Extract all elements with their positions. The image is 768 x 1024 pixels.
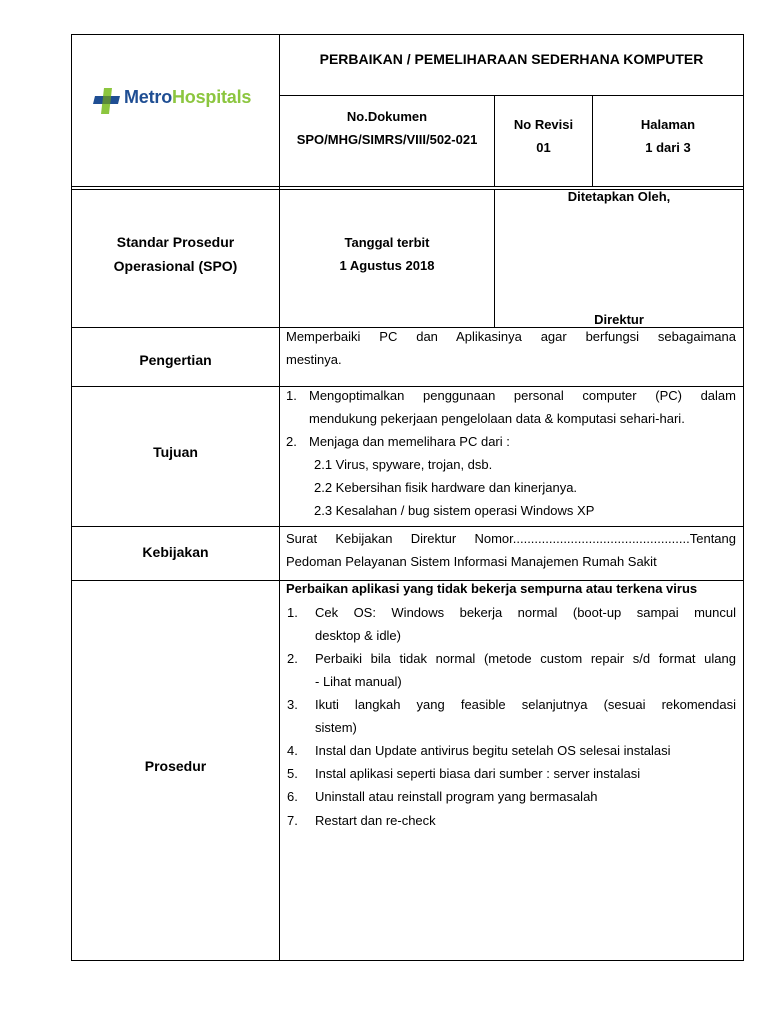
- border-right: [743, 34, 744, 961]
- tujuan-item2-number: 2.: [286, 434, 297, 449]
- prosedur-step3-line1: Ikuti langkah yang feasible selanjutnya (sesuai rekomendasi: [315, 697, 736, 712]
- prosedur-step2-line1: Perbaiki bila tidak normal (metode custom repair s/d format ulang: [315, 651, 736, 666]
- logo-text-metro: Metro: [124, 87, 172, 107]
- tujuan-item2: Menjaga dan memelihara PC dari :: [309, 434, 510, 449]
- kebijakan-line1: Surat Kebijakan Direktur Nomor.................................................Tentang: [286, 531, 736, 546]
- pengertian-line2: mestinya.: [286, 352, 342, 367]
- border-bottom: [71, 960, 744, 961]
- spo-label-line1: Standar Prosedur: [116, 234, 235, 250]
- kebijakan-line2: Pedoman Pelayanan Sistem Informasi Manajemen Rumah Sakit: [286, 554, 657, 569]
- issue-date-value: 1 Agustus 2018: [339, 258, 435, 273]
- prosedur-step7: Restart dan re-check: [315, 813, 436, 828]
- tujuan-sub3: 2.3 Kesalahan / bug sistem operasi Windows XP: [314, 503, 595, 518]
- metro-hospitals-logo: [92, 86, 267, 116]
- pengertian-label: Pengertian: [139, 352, 212, 368]
- approver-title: Direktur: [594, 312, 644, 327]
- border-top: [71, 34, 744, 35]
- prosedur-step3-line2: sistem): [315, 720, 357, 735]
- pengertian-line1: Memperbaiki PC dan Aplikasinya agar berfungsi sebagaimana: [286, 329, 736, 344]
- issue-date-label: Tanggal terbit: [344, 235, 430, 250]
- prosedur-step5: Instal aplikasi seperti biasa dari sumber : server instalasi: [315, 766, 641, 781]
- prosedur-step3-number: 3.: [287, 697, 298, 712]
- prosedur-step4-number: 4.: [287, 743, 298, 758]
- spo-label-line2: Operasional (SPO): [113, 258, 238, 274]
- revision-label: No Revisi: [513, 117, 574, 132]
- document-title: PERBAIKAN / PEMELIHARAAN SEDERHANA KOMPUTER: [319, 51, 704, 67]
- revision-value: 01: [536, 140, 551, 155]
- tujuan-sub1: 2.1 Virus, spyware, trojan, dsb.: [314, 457, 493, 472]
- tujuan-item1-line1: Mengoptimalkan penggunaan personal computer (PC) dalam: [309, 388, 736, 403]
- prosedur-step6: Uninstall atau reinstall program yang bermasalah: [315, 789, 598, 804]
- column-divider: [279, 34, 280, 961]
- doc-number-value: SPO/MHG/SIMRS/VIII/502-021: [296, 132, 478, 147]
- tujuan-item1-line2: mendukung pekerjaan pengelolaan data & komputasi sehari-hari.: [309, 411, 685, 426]
- divider-date-approval: [494, 189, 495, 327]
- tujuan-item1-number: 1.: [286, 388, 297, 403]
- border-left: [71, 34, 72, 961]
- page-value: 1 dari 3: [645, 140, 691, 155]
- prosedur-step1-line1: Cek OS: Windows bekerja normal (boot-up sampai muncul: [315, 605, 736, 620]
- prosedur-step1-number: 1.: [287, 605, 298, 620]
- prosedur-step6-number: 6.: [287, 789, 298, 804]
- tujuan-label: Tujuan: [153, 444, 198, 460]
- prosedur-step4: Instal dan Update antivirus begitu setelah OS selesai instalasi: [315, 743, 671, 758]
- prosedur-step2-number: 2.: [287, 651, 298, 666]
- spo-label: [72, 230, 279, 278]
- logo-text: [124, 87, 251, 108]
- prosedur-step7-number: 7.: [287, 813, 298, 828]
- doc-number-label: No.Dokumen: [346, 109, 428, 124]
- prosedur-step5-number: 5.: [287, 766, 298, 781]
- medical-cross-icon: [92, 86, 122, 116]
- prosedur-heading: Perbaikan aplikasi yang tidak bekerja sempurna atau terkena virus: [286, 581, 698, 596]
- prosedur-step2-line2: - Lihat manual): [315, 674, 402, 689]
- prosedur-step1-line2: desktop & idle): [315, 628, 401, 643]
- kebijakan-label: Kebijakan: [142, 544, 209, 560]
- page-label: Halaman: [640, 117, 696, 132]
- tujuan-sub2: 2.2 Kebersihan fisik hardware dan kinerjanya.: [314, 480, 578, 495]
- header-title-divider: [279, 95, 744, 96]
- logo-text-hospitals: Hospitals: [172, 87, 252, 107]
- prosedur-label: Prosedur: [144, 758, 207, 774]
- approved-by-label: Ditetapkan Oleh,: [567, 189, 671, 204]
